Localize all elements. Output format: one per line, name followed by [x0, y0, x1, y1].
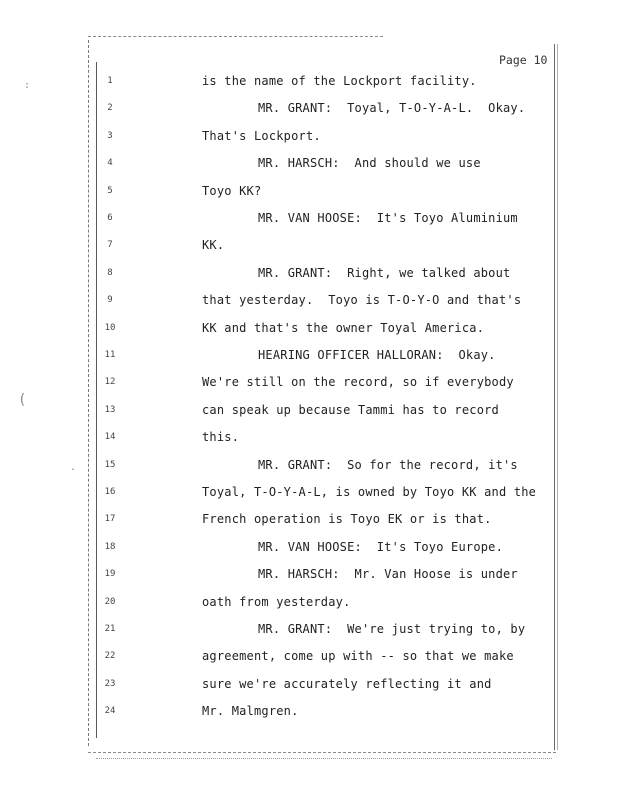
line-number: 14 [104, 432, 116, 443]
transcript-line: KK and that's the owner Toyal America. [202, 320, 485, 335]
line-number: 2 [107, 103, 113, 114]
transcript-line: MR. GRANT: Toyal, T-O-Y-A-L. Okay. [258, 101, 526, 116]
line-number: 8 [107, 267, 113, 278]
transcript-line: MR. HARSCH: Mr. Van Hoose is under [258, 567, 518, 582]
transcript-line: agreement, come up with -- so that we make [202, 649, 514, 664]
line-number: 24 [104, 706, 116, 717]
line-number: 17 [104, 514, 116, 525]
transcript-line: can speak up because Tammi has to record [202, 402, 499, 417]
line-number: 19 [104, 569, 116, 580]
line-number: 20 [104, 596, 116, 607]
bottom-dotted-rule [96, 758, 552, 760]
transcript-line: sure we're accurately reflecting it and [202, 676, 492, 691]
transcript-line: That's Lockport. [202, 128, 321, 143]
transcript-line: Mr. Malmgren. [202, 704, 299, 719]
scan-speck: : [24, 80, 31, 91]
transcript-line: KK. [202, 238, 225, 253]
transcript-line: MR. VAN HOOSE: It's Toyo Aluminium [258, 211, 518, 225]
line-number: 13 [104, 404, 116, 415]
transcript-line: is the name of the Lockport facility. [202, 74, 477, 88]
line-number: 5 [107, 185, 113, 196]
line-number: 15 [104, 459, 116, 470]
right-frame-rule [554, 44, 555, 750]
transcript-line: MR. GRANT: So for the record, it's [258, 457, 518, 472]
bottom-dashed-rule [88, 752, 556, 755]
scan-speck: ( [18, 392, 27, 408]
transcript-line: MR. HARSCH: And should we use [258, 156, 481, 171]
line-number: 9 [107, 295, 113, 306]
transcript-line: oath from yesterday. [202, 594, 351, 609]
transcript-line: this. [202, 430, 240, 445]
transcript-line: Toyal, T-O-Y-A-L, is owned by Toyo KK and the [202, 485, 537, 499]
line-number: 3 [107, 130, 113, 141]
scan-speck: . [70, 462, 77, 473]
transcript-line: MR. GRANT: We're just trying to, by [258, 622, 526, 636]
line-number: 12 [104, 377, 116, 388]
top-dashed-rule [88, 36, 383, 39]
transcript-line: We're still on the record, so if everybody [202, 375, 514, 390]
transcript-line: that yesterday. Toyo is T-O-Y-O and that's [202, 293, 522, 308]
line-number: 21 [104, 624, 116, 634]
line-number: 22 [104, 651, 116, 662]
transcript-line: MR. GRANT: Right, we talked about [258, 265, 511, 280]
line-number: 11 [104, 350, 116, 360]
right-frame-rule-inner [557, 44, 558, 750]
transcript-line: MR. VAN HOOSE: It's Toyo Europe. [258, 539, 504, 554]
line-number: 4 [107, 158, 113, 169]
line-number: 1 [107, 76, 113, 86]
line-number: 18 [104, 541, 116, 552]
left-frame-rule [88, 40, 91, 746]
line-number: 16 [104, 487, 116, 497]
transcript-line: French operation is Toyo EK or is that. [202, 512, 492, 527]
line-number: 23 [104, 678, 116, 689]
transcript-line: Toyo KK? [202, 183, 262, 198]
line-number: 10 [104, 322, 116, 333]
transcript-line: HEARING OFFICER HALLORAN: Okay. [258, 348, 496, 362]
line-number: 7 [107, 240, 113, 251]
line-number: 6 [107, 213, 113, 223]
page-number: Page 10 [499, 53, 548, 67]
